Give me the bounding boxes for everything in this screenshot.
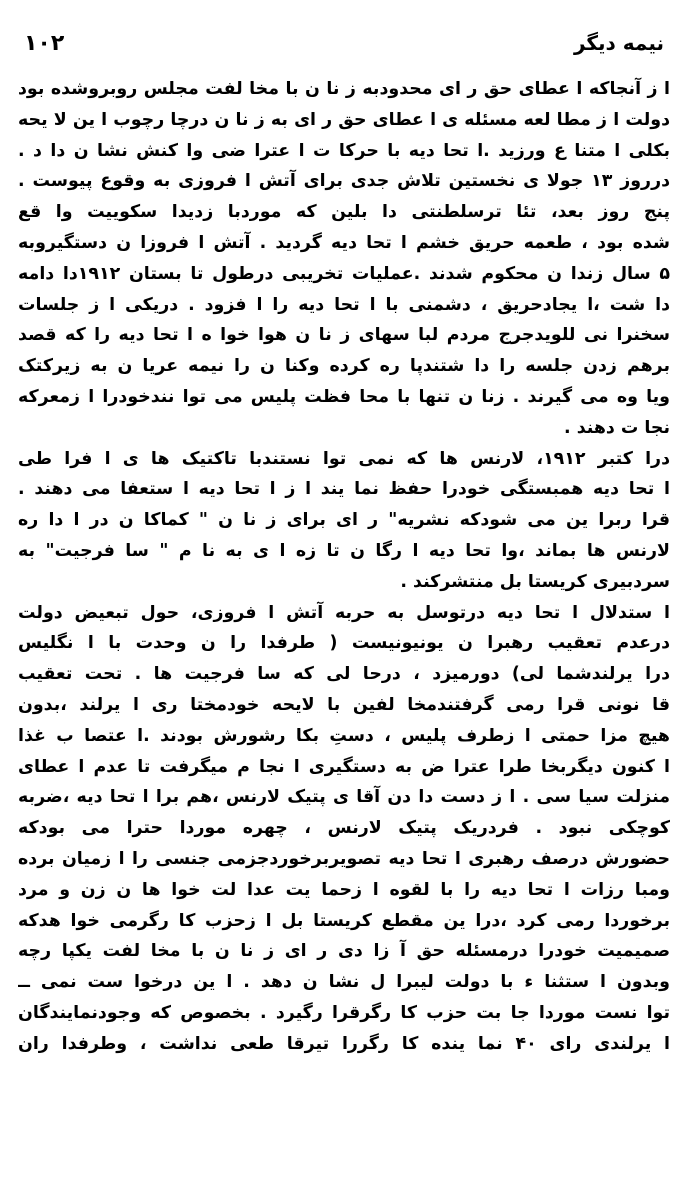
text-line: دا شت ،ا یجادحریق ، دشمنی با ا تحا دیه را ا فزود . دریکی ا ز جلسات xyxy=(18,294,670,315)
text-line: برهم زدن جلسه را دا شتندپا ره کرده وکنا ن را نیمه عریا ن به زیرکتک xyxy=(18,356,670,377)
text-line: وبدون ا ستثنا ء با دولت لیبرا ل نشا ن دهد . ا ین درخوا ست نمی ــ xyxy=(18,972,670,993)
page-number: ۱۰۲ xyxy=(24,30,65,56)
text-line: شده بود ، طعمه حریق خشم ا تحا دیه گردید . آتش ا فروزا ن دستگیروبه xyxy=(18,232,670,253)
text-line: درا یرلندشما لی) دورمیزد ، درحا لی که سا فرجیت ها . تحت تعقیب xyxy=(18,664,670,685)
text-line: ویا وه می گیرند . زنا ن تنها با محا فظت پلیس می توا نندخودرا ا زمعرکه xyxy=(18,386,670,407)
text-line: لارنس ها بماند ،وا تحا دیه ا رگا ن تا زه ا ی به نا م " سا فرجیت" به xyxy=(18,540,670,561)
text-line: ا کنون دیگربخا طرا عترا ض به دستگیری ا نجا م میگرفت تا عدم ا عطای xyxy=(18,756,670,777)
text-line: دولت ا ز مطا لعه مسئله ی ا عطای حق ر ای به ز نا ن درچا رچوب ا ین لا یحه xyxy=(18,109,670,130)
text-line: قا نونی قرا رمی گرفتندمخا لفین با لایحه خودمختا ری ا یرلند ،بدون xyxy=(18,694,670,715)
text-line: قرا ربرا ین می شودکه نشریه" ر ای برای ز نا ن " کماکا ن در ا دا ره xyxy=(18,510,670,531)
text-line: درا کتبر ۱۹۱۲، لارنس ها که نمی توا نستندبا تاکتیک ها ی ا فرا طی xyxy=(18,448,670,469)
text-line: نجا ت دهند . xyxy=(564,417,670,438)
text-line: منزلت سیا سی . ا ز دست دا دن آقا ی پتیک لارنس ،هم برا ا تحا دیه ،ضربه xyxy=(18,787,670,808)
text-line: ومبا رزات ا تحا دیه را با لقوه ا زحما یت عدا لت خوا ها ن زن و مرد xyxy=(18,879,670,900)
text-line: ۵ سال زندا ن محکوم شدند .عملیات تخریبی درطول تا بستان ۱۹۱۲دا دامه xyxy=(18,263,670,284)
text-line: ا ز آنجاکه ا عطای حق ر ای محدودبه ز نا ن با مخا لفت مجلس روبروشده بود xyxy=(18,79,670,99)
text-line: حضورش درصف رهبری ا تحا دیه تصویربرخوردجزمی جنسی را ا زمیان برده xyxy=(18,848,670,869)
body-text xyxy=(18,74,670,1194)
text-line: صمیمیت خودرا درمسئله حق آ زا دی ر ای ز نا ن با مخا لفت یکپا رچه xyxy=(18,941,670,962)
text-line: توا نست موردا جا بت حزب کا رگرقرا رگیرد . بخصوص که وجودنمایندگان xyxy=(18,1002,670,1023)
text-line: سردبیری کریستا بل منتشرکند . xyxy=(400,571,670,592)
text-line: برخوردا رمی کرد ،درا ین مقطع کریستا بل ا زحزب کا رگرمی خوا هدکه xyxy=(18,910,670,931)
text-line: بکلی ا متنا ع ورزید .ا تحا دیه با حرکا ت ا عترا ضی وا کنش نشا ن دا د . xyxy=(18,140,670,161)
text-line: درروز ۱۳ جولا ی نخستین تلاش جدی برای آتش ا فروزی به وقوع پیوست . xyxy=(18,171,670,192)
running-title: نیمه دیگر xyxy=(573,31,664,55)
text-line: درعدم تعقیب رهبرا ن یونیونیست ( طرفدا را ن وحدت با ا نگلیس xyxy=(18,633,670,654)
text-line: ا یرلندی رای ۴۰ نما ینده کا رگررا تیرقا طعی نداشت ، وطرفدا ران xyxy=(18,1033,670,1054)
text-line: ا تحا دیه همبستگی خودرا حفظ نما یند ا ز ا تحا دیه ا ستعفا می دهند . xyxy=(18,479,670,500)
text-line: کوچکی نبود . فردریک پتیک لارنس ، چهره موردا حترا می بودکه xyxy=(18,818,670,839)
text-line: هیچ مزا حمتی ا زطرف پلیس ، دستِ بکا رشورش بودند .ا عتصا ب غذا xyxy=(18,725,670,746)
page-header xyxy=(24,28,664,58)
text-line: پنج روز بعد، تئا ترسلطنتی دا بلین که موردبا زدیدا سکوییت وا قع xyxy=(18,202,670,223)
text-line: سخنرا نی للویدجرج مردم لبا سهای ز نا ن هوا خوا ه ا تحا دیه را که قصد xyxy=(18,325,670,346)
text-line: ا ستدلال ا تحا دیه درتوسل به حربه آتش ا فروزی، حول تبعیض دولت xyxy=(18,602,670,623)
